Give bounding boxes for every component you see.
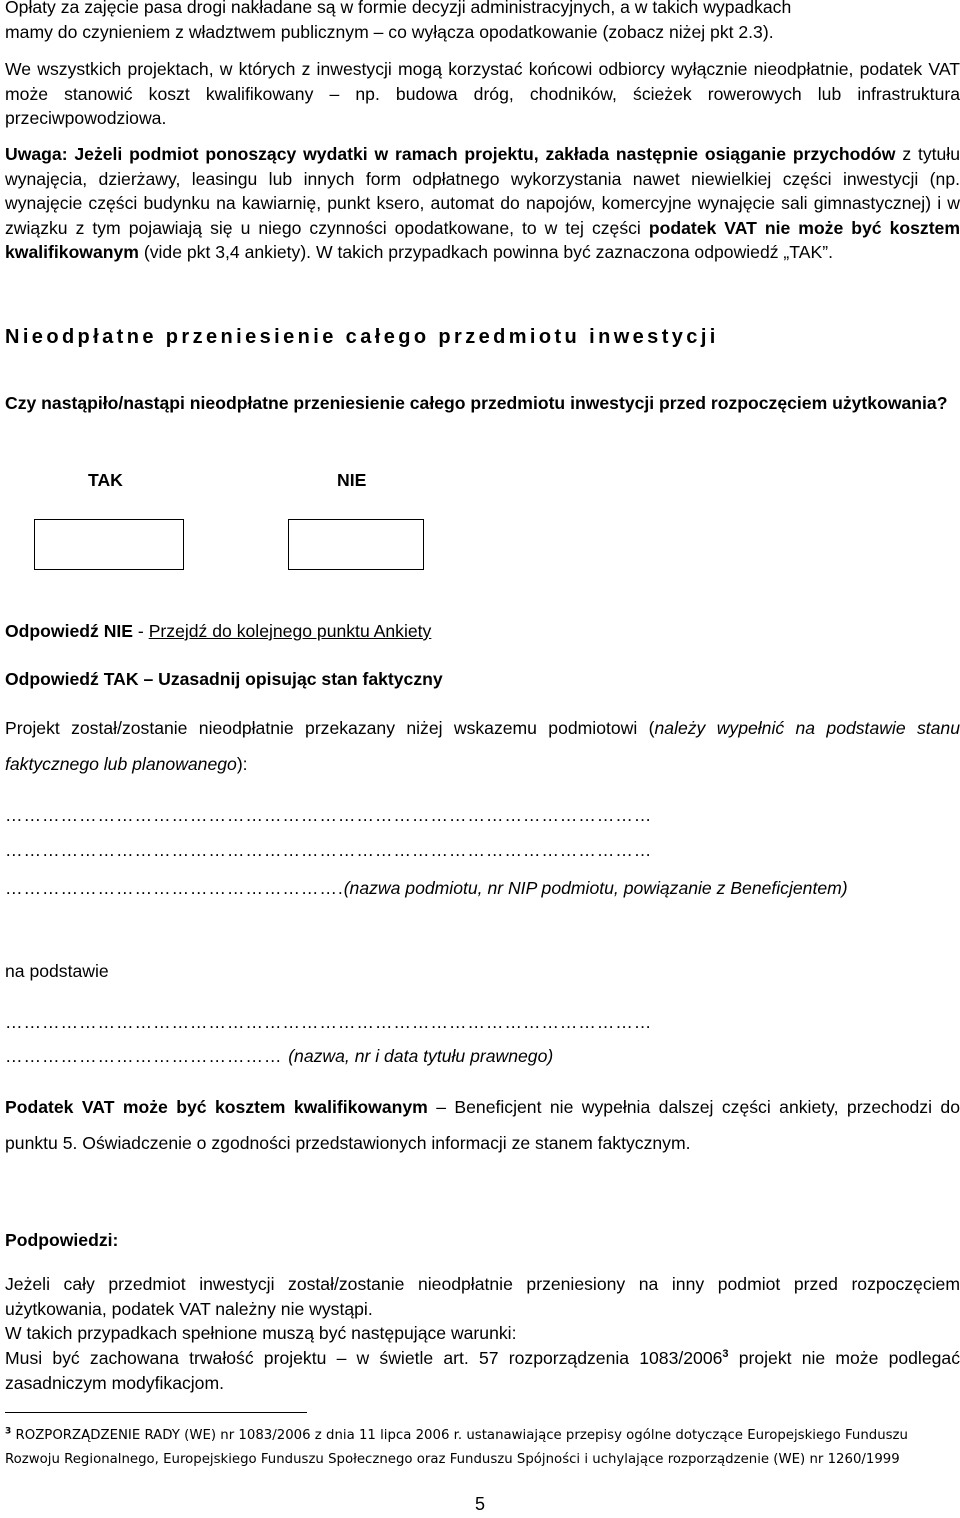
fill-line-3-label: (nazwa podmiotu, nr NIP podmiotu, powiązanie z Beneficjentem)	[343, 878, 848, 898]
fill-line-1[interactable]: ……………………………………………………………………………………………	[5, 805, 653, 825]
projekt-italic: należy wypełnić na podstawie stanu faktycznego lub planowanego	[5, 718, 960, 774]
podpowiedzi-p3-b: projekt nie może podlegać zasadniczym modyfikacjom.	[5, 1348, 960, 1393]
podpowiedzi-paragraph-3	[5, 1346, 960, 1395]
fill-line-3-with-label	[5, 870, 960, 906]
fill-line-2[interactable]: ……………………………………………………………………………………………	[5, 840, 653, 860]
answer-nie-line	[5, 621, 960, 642]
section-heading: Nieodpłatne przeniesienie całego przedmiotu inwestycji	[5, 326, 719, 348]
podpowiedzi-title: Podpowiedzi:	[5, 1230, 119, 1250]
uwaga-bold-vat: podatek VAT nie może być kosztem kwalifikowanym	[5, 217, 960, 262]
vat-bold: Podatek VAT może być kosztem kwalifikowanym	[5, 1097, 428, 1117]
podpowiedzi-paragraph-2: W takich przypadkach spełnione muszą być następujące warunki:	[5, 1323, 517, 1343]
uwaga-text-2: (vide pkt 3,4 ankiety). W takich przypadkach powinna być zaznaczona odpowiedź „TAK”.	[138, 242, 833, 262]
fill-line-5[interactable]: ………………………………………	[5, 1046, 289, 1066]
uwaga-bold-lead: Uwaga: Jeżeli podmiot ponoszący wydatki w ramach projektu, zakłada następnie osiąganie przychodów	[5, 144, 896, 164]
footnote-mark: 3	[5, 1426, 12, 1437]
answer-nie-separator: -	[133, 621, 149, 641]
fill-line-4[interactable]: ……………………………………………………………………………………………	[5, 1012, 653, 1032]
footnote	[5, 1424, 960, 1472]
fill-line-5-with-label	[5, 1046, 960, 1067]
paragraph-oplaty	[5, 0, 960, 44]
answer-nie-label: Odpowiedź NIE	[5, 621, 134, 641]
question-text: Czy nastąpiło/nastąpi nieodpłatne przeniesienie całego przedmiotu inwestycji przed rozpoczęciem użytkowania?	[5, 393, 948, 413]
vat-text: – Beneficjent nie wypełnia dalszej części ankiety, przechodzi do punktu 5. Oświadczenie o zgodności przedstawionych informacji ze stanem faktycznym.	[5, 1097, 960, 1153]
paragraph-projekty: We wszystkich projektach, w których z inwestycji mogą korzystać końcowi odbiorcy wyłącznie nieodpłatnie, podatek VAT może stanowić koszt kwalifikowany – np. budowa dróg, chodników, ścieżek rowerowych lub infrastruktura przeciwpowodziowa.	[5, 59, 960, 128]
footnote-divider	[5, 1412, 307, 1413]
option-tak-label: TAK	[88, 470, 123, 490]
checkbox-tak[interactable]	[34, 519, 184, 570]
footnote-ref: 3	[722, 1348, 729, 1361]
paragraph-oplaty-line-2: mamy do czynieniem z władztwem publicznym – co wyłącza opodatkowanie (zobacz niżej pkt 2.3).	[5, 21, 774, 42]
answer-nie-link[interactable]: Przejdź do kolejnego punktu Ankiety	[148, 621, 432, 641]
footnote-text: ROZPORZĄDZENIE RADY (WE) nr 1083/2006 z dnia 11 lipca 2006 r. ustanawiające przepisy ogólne dotyczące Europejskiego Funduszu Rozwoju Regionalnego, Europejskiego Funduszu Społecznego oraz Funduszu Spójności i uchylające rozporządzenie (WE) nr 1260/1999	[5, 1428, 908, 1467]
podpowiedzi-paragraph-1: Jeżeli cały przedmiot inwestycji został/zostanie nieodpłatnie przeniesiony na inny podmiot przed rozpoczęciem użytkowania, podatek VAT należny nie wystąpi.	[5, 1274, 960, 1319]
podpowiedzi-p3-a: Musi być zachowana trwałość projektu – w świetle art. 57 rozporządzenia 1083/2006	[5, 1348, 723, 1368]
projekt-paragraph	[5, 710, 960, 782]
option-nie-label: NIE	[337, 470, 367, 490]
paragraph-uwaga	[5, 142, 960, 265]
answer-tak-line: Odpowiedź TAK – Uzasadnij opisując stan faktyczny	[5, 669, 443, 689]
fill-line-3[interactable]: ……………………………………………….	[5, 878, 344, 898]
page-number: 5	[474, 1494, 485, 1514]
paragraph-oplaty-line-1: Opłaty za zajęcie pasa drogi nakładane są w formie decyzji administracyjnych, a w takich wypadkach	[5, 0, 792, 17]
projekt-end: ):	[236, 754, 248, 774]
vat-paragraph	[5, 1089, 960, 1161]
uwaga-text-1: z tytułu wynajęcia, dzierżawy, leasingu lub innych form odpłatnego wykorzystania nawet niewielkiej części inwestycji (np. wynajęcie części budynku na kawiarnię, punkt ksero, automat do napojów, komercyjne wynajęcie sali gimnastycznej) i w związku z tym pojawiają się u niego czynności opodatkowane, to w tej części	[5, 144, 960, 238]
fill-line-5-label: (nazwa, nr i data tytułu prawnego)	[288, 1046, 554, 1066]
na-podstawie-label: na podstawie	[5, 961, 109, 981]
checkbox-nie[interactable]	[288, 519, 424, 570]
projekt-text: Projekt został/zostanie nieodpłatnie przekazany niżej wskazemu podmiotowi (	[5, 718, 655, 738]
